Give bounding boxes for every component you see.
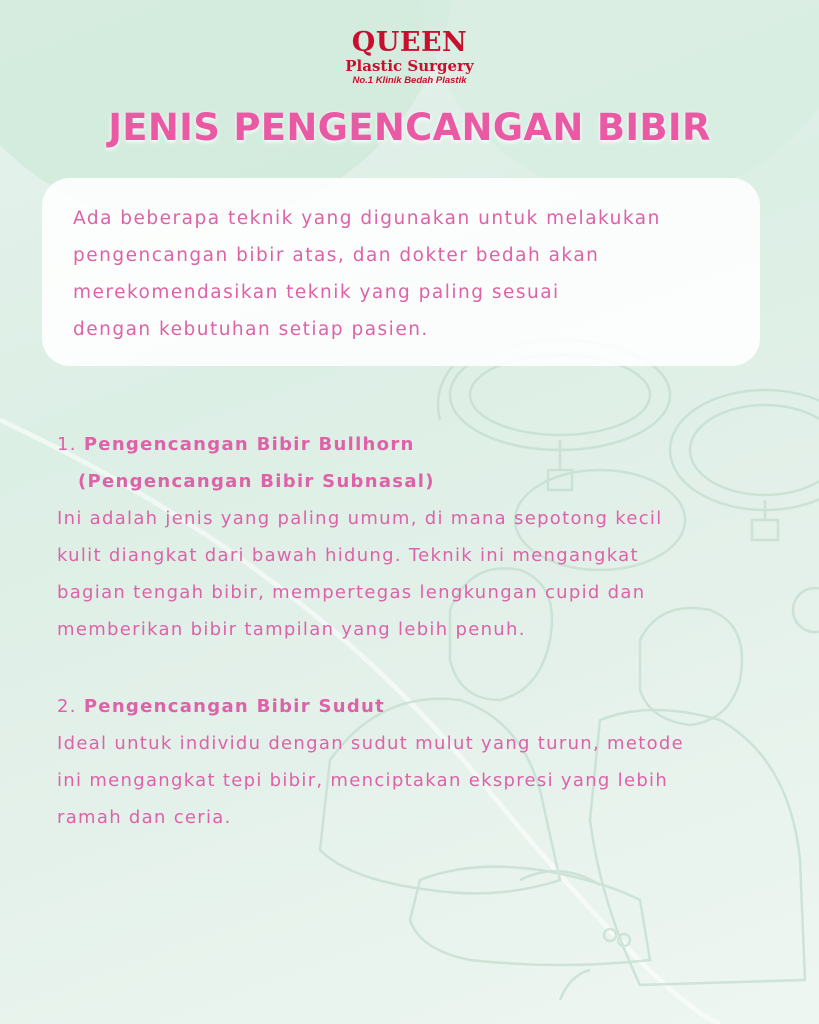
- section-body-line: kulit diangkat dari bawah hidung. Teknik ini mengangkat: [57, 545, 639, 566]
- section-body-line: ini mengangkat tepi bibir, menciptakan ekspresi yang lebih: [57, 770, 669, 791]
- logo-tagline: No.1 Klinik Bedah Plastik: [352, 75, 467, 86]
- logo-name: QUEEN: [351, 27, 468, 58]
- section-number: 1.: [57, 434, 77, 455]
- operating-table: [410, 867, 650, 965]
- section-number: 2.: [57, 696, 77, 717]
- section-body-line: memberikan bibir tampilan yang lebih penuh.: [57, 619, 526, 640]
- section-body-line: ramah dan ceria.: [57, 807, 232, 828]
- monitor-dial: [793, 588, 819, 632]
- intro-line: Ada beberapa teknik yang digunakan untuk melakukan: [73, 208, 661, 229]
- intro-line: merekomendasikan teknik yang paling sesuai: [73, 282, 560, 303]
- section-heading-text: Pengencangan Bibir Bullhorn: [83, 434, 415, 455]
- intro-card: [42, 178, 760, 366]
- section-body-line: Ini adalah jenis yang paling umum, di mana sepotong kecil: [57, 508, 663, 529]
- section-sudut: [57, 688, 787, 836]
- section-body-line: bagian tengah bibir, mempertegas lengkungan cupid dan: [57, 582, 646, 603]
- intro-line: pengencangan bibir atas, dan dokter bedah akan: [73, 245, 600, 266]
- intro-line: dengan kebutuhan setiap pasien.: [73, 319, 429, 340]
- surgeon-hand: [560, 970, 590, 1000]
- section-heading-text: Pengencangan Bibir Sudut: [83, 696, 386, 717]
- logo-subtitle: Plastic Surgery: [345, 57, 474, 75]
- intro-text: [73, 200, 730, 348]
- section-heading-subtitle: (Pengencangan Bibir Subnasal): [78, 471, 435, 492]
- page-title: JENIS PENGENCANGAN BIBIR: [108, 106, 711, 149]
- section-heading: [57, 426, 787, 463]
- section-bullhorn: [57, 426, 787, 648]
- section-body-line: Ideal untuk individu dengan sudut mulut yang turun, metode: [57, 733, 685, 754]
- clinic-logo: [0, 28, 819, 87]
- section-heading: [57, 688, 787, 725]
